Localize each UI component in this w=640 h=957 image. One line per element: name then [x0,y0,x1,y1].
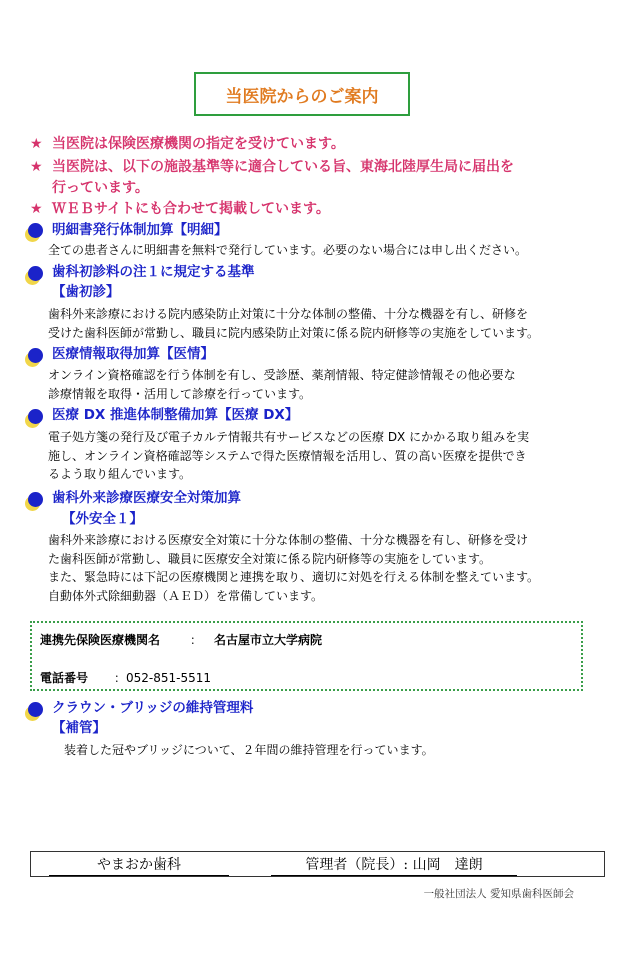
bullet-icon [28,348,43,363]
section-body [48,241,608,260]
body-line: 受けた歯科医師が常勤し、職員に院内感染防止対策に係る院内研修等の実施をしています。 [48,325,540,340]
association-footer: 一般社団法人 愛知県歯科医師会 [423,888,574,900]
body-line: また、緊急時には下記の医療機関と連携を取り、適切に対処を行える体制を整えています。 [48,570,540,584]
section-body [48,366,608,403]
body-line: 歯科外来診療における院内感染防止対策に十分な体制の整備、十分な機器を有し、研修を [48,307,529,321]
bullet-icon [28,266,43,281]
star-line-text: 当医院は保険医療機関の指定を受けています。 [52,136,345,152]
body-line: 歯科外来診療における医療安全対策に十分な体制の整備、十分な機器を有し、研修を受け [48,533,529,547]
star-line-text: ＷＥＢサイトにも合わせて掲載しています。 [52,201,330,217]
star-icon: ★ [30,201,43,217]
manager-name: 管理者（院長）: 山岡 達朗 [271,854,517,876]
section-heading: 歯科初診料の注１に規定する基準 [52,264,255,280]
star-line-3 [30,178,149,198]
partner-phone-label: 電話番号 [40,671,89,685]
body-line: 施し、オンライン資格確認等システムで得た医療情報を活用し、質の高い医療を提供でき [48,448,527,463]
section-body [48,428,608,484]
signature-box [30,851,605,877]
star-line-1 [30,134,345,154]
section-body [48,305,608,342]
section-heading: クラウン・ブリッジの維持管理料 [52,700,254,716]
section-sub-label: 【補管】 [52,720,106,736]
star-icon: ★ [30,159,43,175]
section-sub-label: 【外安全１】 [62,511,143,527]
star-line-4 [30,199,330,219]
star-line-2 [30,157,514,177]
section-sub-label: 【歯初診】 [52,284,120,300]
partner-name-label: 連携先保険医療機関名 [40,633,161,647]
body-line: 自動体外式除細動器（ＡＥＤ）を常備しています。 [48,588,324,603]
body-line: るよう取り組んでいます。 [48,467,192,481]
body-line: 全ての患者さんに明細書を無料で発行しています。必要のない場合には申し出ください。 [48,243,528,257]
star-line-text: 当医院は、以下の施設基準等に適合している旨、東海北陸厚生局に届出を [52,159,514,175]
section-heading: 医療 DX 推進体制整備加算【医療 DX】 [52,407,299,423]
bullet-icon [28,223,43,238]
partner-hospital-box [30,621,583,691]
bullet-icon [28,492,43,507]
body-line: 診療情報を取得・活用して診療を行っています。 [48,386,312,401]
bullet-icon [28,702,43,717]
star-icon: ★ [30,136,43,152]
notice-title-text: 当医院からのご案内 [225,86,379,107]
partner-separator: ： [190,633,203,647]
section-body [48,531,608,605]
bullet-icon [28,409,43,424]
section-heading: 明細書発行体制加算【明細】 [52,222,228,238]
partner-name-value: 名古屋市立大学病院 [214,633,323,647]
clinic-name: やまおか歯科 [49,854,229,876]
body-line: 装着した冠やブリッジについて、２年間の維持管理を行っています。 [64,743,434,757]
body-line: オンライン資格確認を行う体制を有し、受診歴、薬剤情報、特定健診情報その他必要な [48,368,516,382]
notice-title [194,72,410,116]
body-line: 電子処方箋の発行及び電子カルテ情報共有サービスなどの医療 DX にかかる取り組みを実 [48,430,530,444]
body-line: た歯科医師が常勤し、職員に医療安全対策に係る院内研修等の実施をしています。 [48,551,492,566]
star-line-text: 行っています。 [52,180,149,196]
section-heading: 歯科外来診療医療安全対策加算 [52,490,241,506]
section-heading: 医療情報取得加算【医情】 [52,346,214,362]
partner-phone-value: ：052-851-5511 [114,671,212,685]
section-body [64,741,624,760]
